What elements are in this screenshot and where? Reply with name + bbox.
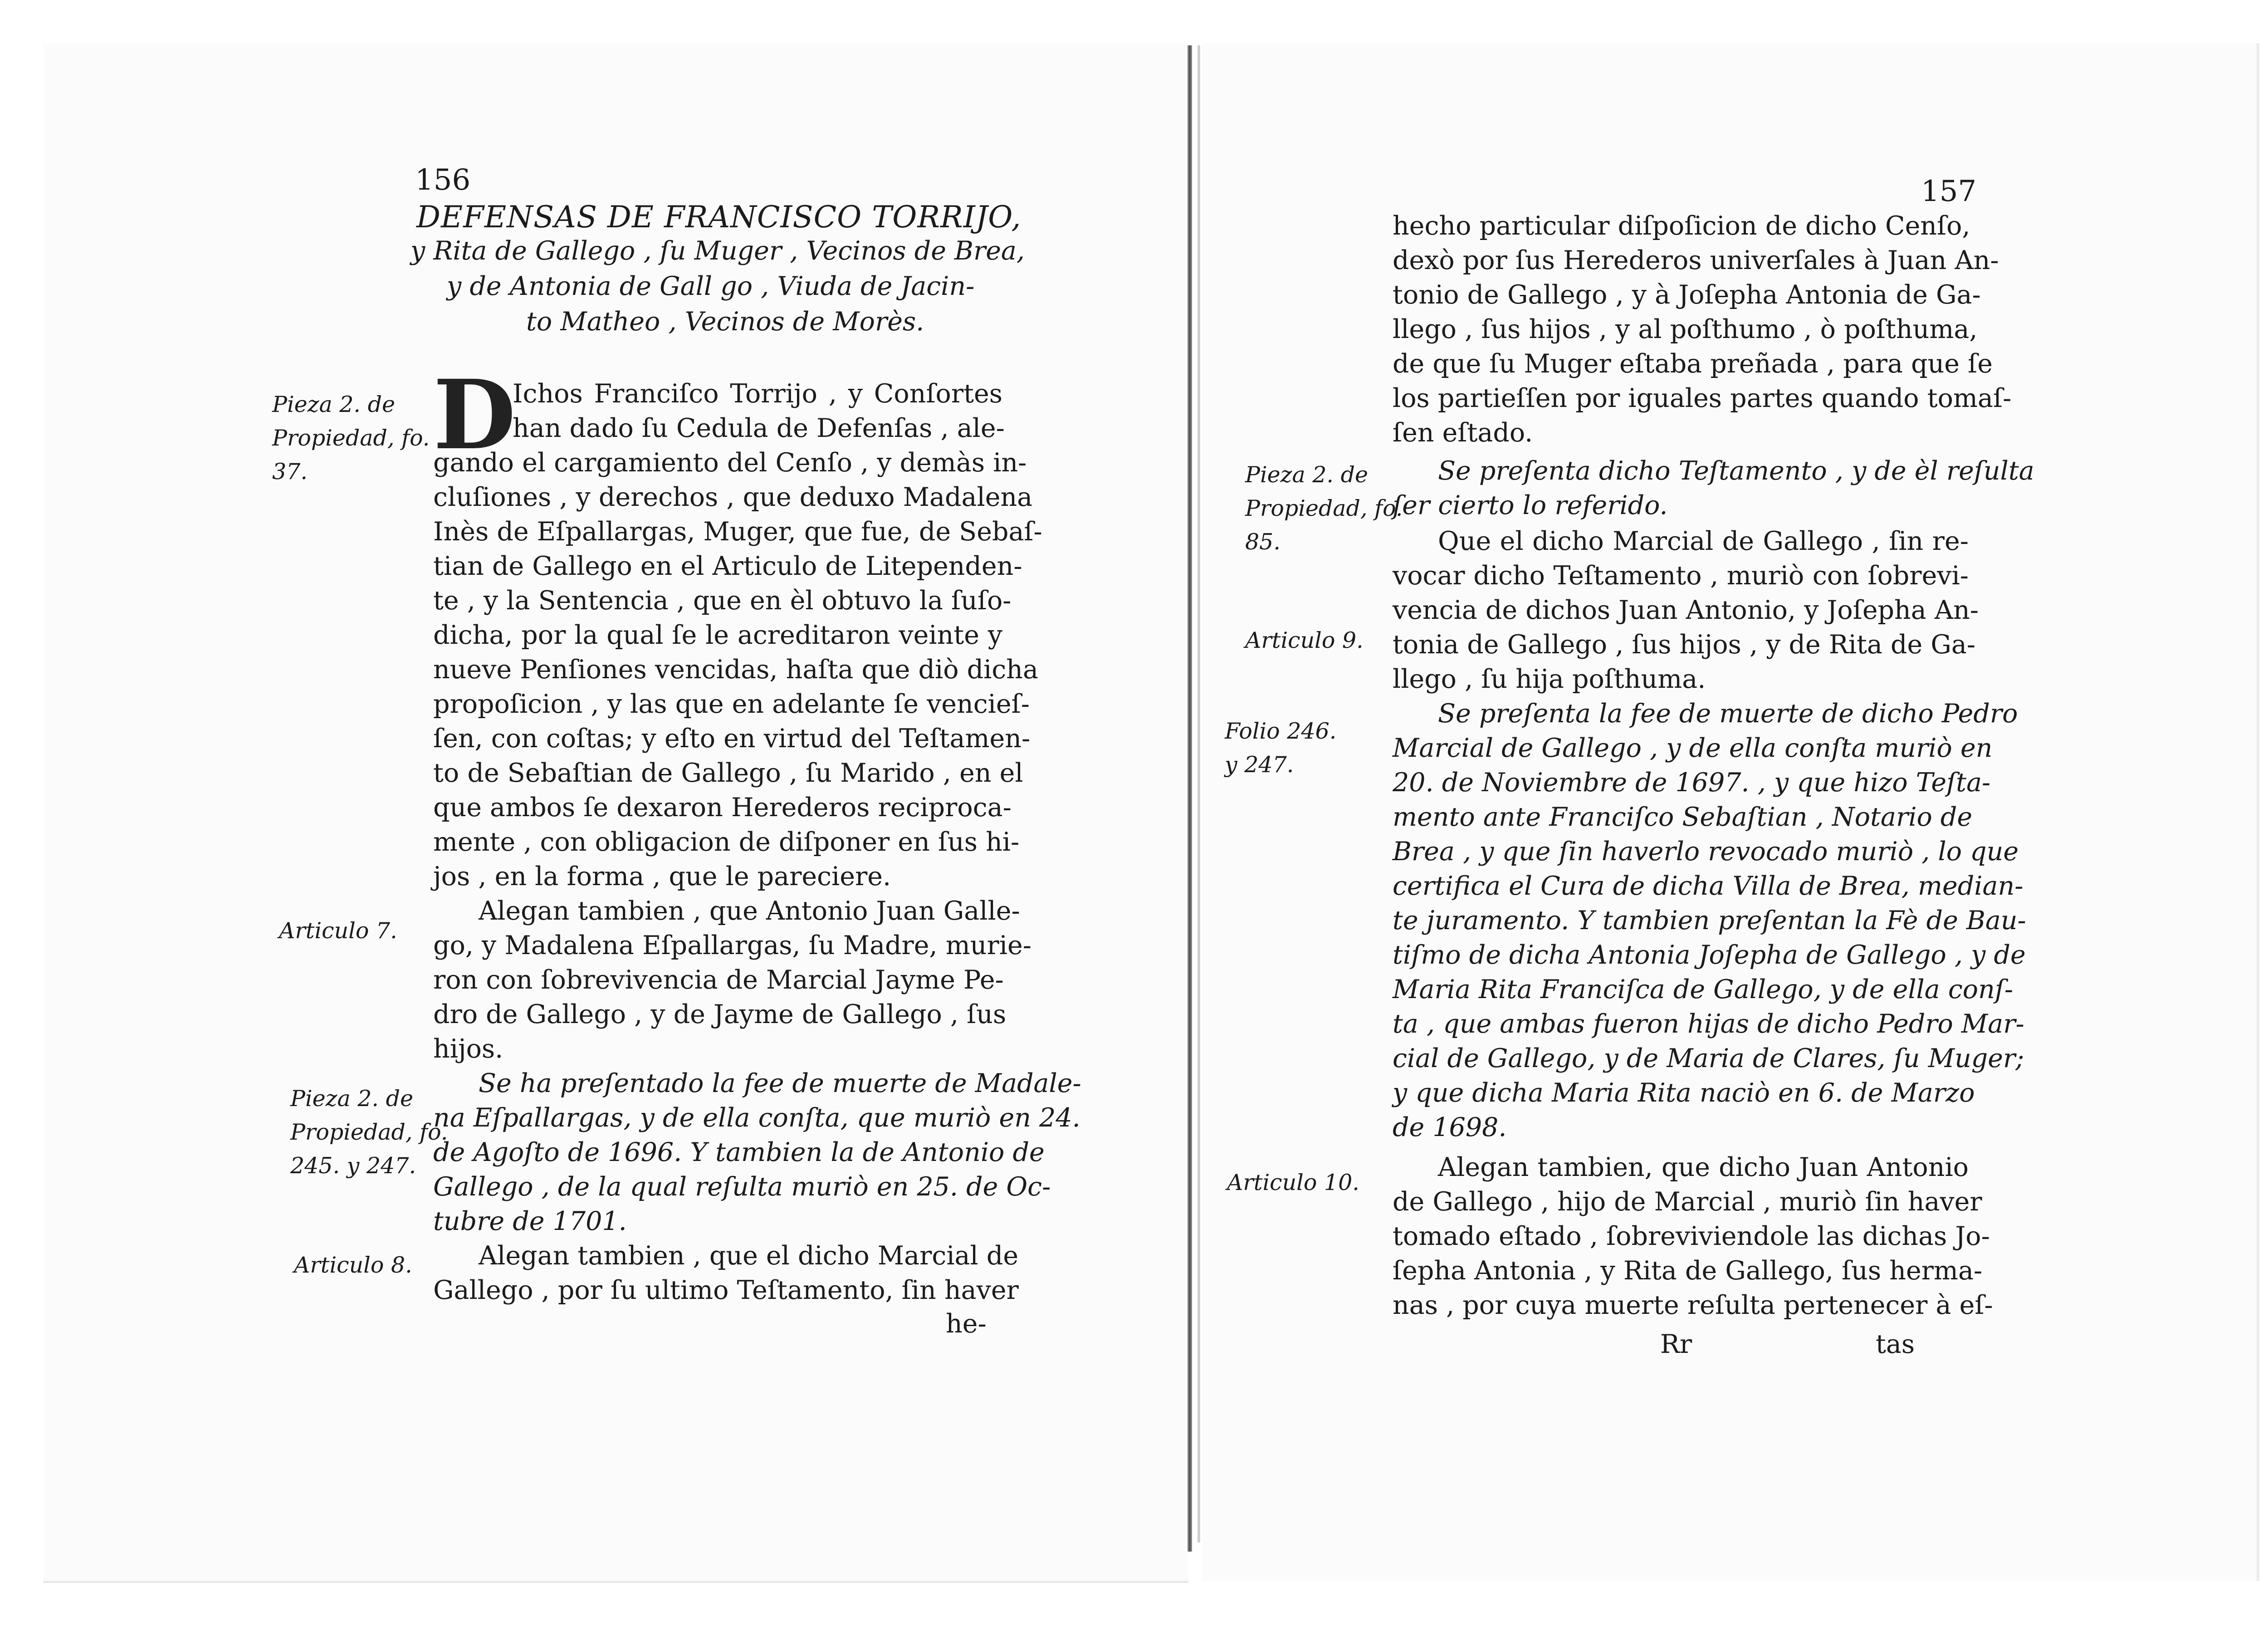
text-line: tubre de 1701. bbox=[433, 1206, 627, 1236]
margin-note-pieza-245: Pieza 2. de Propiedad, fo. 245. y 247. bbox=[290, 1086, 448, 1179]
drop-cap: D bbox=[433, 359, 516, 471]
text-line: cial de Gallego, y de Maria de Clares, ſu Muger; bbox=[1393, 1043, 2024, 1073]
text-line: mento ante Franciſco Sebaſtian , Notario de bbox=[1393, 802, 1973, 832]
text-line: gando el cargamiento del Cenſo , y demàs in- bbox=[433, 448, 1027, 478]
text-line: dicha, por la qual ſe le acreditaron veinte y bbox=[433, 620, 1002, 650]
text-line: Ichos Franciſco Torrijo , y Conſortes bbox=[513, 379, 1002, 409]
text-line: hecho particular diſpoſicion de dicho Cenſo, bbox=[1393, 211, 1970, 241]
text-line: cluſiones , y derechos , que deduxo Madalena bbox=[433, 482, 1033, 512]
text-line: tonia de Gallego , ſus hijos , y de Rita de Ga- bbox=[1393, 630, 1976, 660]
text-line: Se ha preſentado la fee de muerte de Madale- bbox=[479, 1068, 1081, 1098]
heading-line-4: to Matheo , Vecinos de Morès. bbox=[526, 307, 924, 337]
left-paragraph-3 bbox=[433, 1066, 1081, 1239]
text-line: llego , ſus hijos , y al poſthumo , ò poſthuma, bbox=[1393, 314, 1978, 344]
text-line: de 1698. bbox=[1393, 1112, 1507, 1142]
text-line: na Eſpallargas, y de ella conſta, que muriò en 24. bbox=[433, 1103, 1080, 1133]
text-line: Alegan tambien , que Antonio Juan Galle- bbox=[479, 896, 1020, 926]
text-line: Alegan tambien , que el dicho Marcial de bbox=[479, 1241, 1019, 1271]
text-line: Maria Rita Franciſca de Gallego, y de ella conſ- bbox=[1393, 975, 2014, 1004]
text-line: Alegan tambien, que dicho Juan Antonio bbox=[1438, 1152, 1969, 1182]
text-line: tomado eſtado , ſobreviviendole las dichas Jo- bbox=[1393, 1221, 1990, 1251]
heading-line-3: y de Antonia de Gall go , Viuda de Jacin- bbox=[447, 271, 975, 301]
text-line: propoſicion , y las que en adelante ſe venciеſ- bbox=[433, 689, 1030, 719]
text-line: Marcial de Gallego , y de ella conſta muriò en bbox=[1393, 733, 1993, 763]
text-line: tonio de Gallego , y à Joſepha Antonia de Ga- bbox=[1393, 280, 1981, 310]
catchword-right: tas bbox=[1876, 1329, 1915, 1359]
margin-note-articulo-9: Articulo 9. bbox=[1245, 627, 1364, 653]
text-line: hijos. bbox=[433, 1034, 503, 1064]
text-line: ta , que ambas fueron hijas de dicho Pedro Mar- bbox=[1393, 1009, 2024, 1039]
left-paragraph-1 bbox=[433, 446, 1042, 894]
right-paragraph-5 bbox=[1393, 1150, 1993, 1322]
text-line: ron con ſobrevivencia de Marcial Jayme Pe- bbox=[433, 965, 1004, 995]
catchword-left: he- bbox=[946, 1309, 987, 1339]
text-line: Se preſenta dicho Teſtamento , y de èl reſulta bbox=[1438, 456, 2034, 486]
heading-line-2: y Rita de Gallego , ſu Muger , Vecinos de Brea, bbox=[411, 236, 1025, 266]
heading-title: DEFENSAS DE FRANCISCO TORRIJO, bbox=[416, 200, 1022, 235]
left-paragraph-4 bbox=[433, 1239, 1019, 1308]
page-number-left: 156 bbox=[415, 163, 471, 197]
left-paragraph-2 bbox=[433, 894, 1031, 1066]
text-line: Inès de Eſpallargas, Muger, que fue, de Sebaſ- bbox=[433, 517, 1042, 547]
page-number-right: 157 bbox=[1921, 175, 1977, 208]
text-line: han dado ſu Cedula de Defenſas , ale- bbox=[513, 413, 1005, 443]
margin-note-articulo-10: Articulo 10. bbox=[1227, 1170, 1359, 1195]
text-line: tiſmo de dicha Antonia Joſepha de Gallego , y de bbox=[1393, 940, 2026, 970]
text-line: Gallego , por ſu ultimo Teſtamento, ſin haver bbox=[433, 1275, 1019, 1305]
text-line: mente , con obligacion de diſponer en ſus hi- bbox=[433, 827, 1020, 857]
text-line: 20. de Noviembre de 1697. , y que hizo Teſta- bbox=[1393, 768, 1991, 798]
text-line: que ambos ſe dexaron Herederos reciproca- bbox=[433, 793, 1012, 823]
text-line: dro de Gallego , y de Jayme de Gallego , ſus bbox=[433, 999, 1007, 1029]
text-line: nueve Penſiones vencidas, haſta que diò dicha bbox=[433, 655, 1038, 685]
text-line: dexò por ſus Herederos univerſales à Juan An- bbox=[1393, 245, 1999, 275]
margin-note-pieza-85: Pieza 2. de Propiedad, fo. 85. bbox=[1245, 462, 1403, 555]
text-line: ſepha Antonia , y Rita de Gallego, ſus herma- bbox=[1393, 1256, 1983, 1286]
text-line: de Agoſto de 1696. Y tambien la de Antonio de bbox=[433, 1137, 1045, 1167]
text-line: te , y la Sentencia , que en èl obtuvo la ſuſo- bbox=[433, 586, 1012, 616]
text-line: go, y Madalena Eſpallargas, ſu Madre, murie- bbox=[433, 931, 1031, 960]
margin-note-articulo-8: Articulo 8. bbox=[294, 1252, 412, 1278]
signature-mark: Rr bbox=[1660, 1329, 1692, 1359]
margin-note-pieza-37: Pieza 2. de Propiedad, fo. 37. bbox=[272, 392, 430, 485]
text-line: te juramento. Y tambien preſentan la Fè de Bau- bbox=[1393, 906, 2026, 935]
text-line: ſer cierto lo referido. bbox=[1393, 490, 1668, 520]
right-paragraph-4 bbox=[1393, 696, 2026, 1145]
right-paragraph-2 bbox=[1393, 454, 2034, 523]
text-line: de Gallego , hijo de Marcial , muriò ſin haver bbox=[1393, 1187, 1982, 1217]
text-line: vocar dicho Teſtamento , muriò con ſobrevi- bbox=[1393, 561, 1969, 591]
text-line: Que el dicho Marcial de Gallego , ſin re- bbox=[1438, 526, 1969, 556]
text-line: certifica el Cura de dicha Villa de Brea, median- bbox=[1393, 871, 2024, 901]
text-line: llego , ſu hija poſthuma. bbox=[1393, 664, 1706, 694]
text-line: ſen eſtado. bbox=[1393, 418, 1533, 448]
text-line: los partieſſen por iguales partes quando tomaſ- bbox=[1393, 383, 2012, 413]
text-line: de que ſu Muger eſtaba preñada , para que ſe bbox=[1393, 349, 1993, 379]
text-line: ſen, con coſtas; y eſto en virtud del Teſtamen- bbox=[433, 724, 1031, 754]
margin-note-folio-246: Folio 246. y 247. bbox=[1225, 718, 1337, 778]
text-line: jos , en la forma , que le pareciere. bbox=[433, 862, 891, 891]
book-gutter bbox=[1188, 45, 1192, 1552]
text-line: to de Sebaſtian de Gallego , ſu Marido , en el bbox=[433, 758, 1023, 788]
book-gutter-shadow bbox=[1198, 45, 1200, 1543]
left-paragraph-1-start bbox=[513, 377, 1005, 446]
text-line: Brea , y que ſin haverlo revocado muriò , lo que bbox=[1393, 837, 2019, 867]
right-paragraph-3 bbox=[1393, 524, 1979, 696]
text-line: nas , por cuya muerte reſulta pertenecer à eſ- bbox=[1393, 1290, 1993, 1320]
right-paragraph-1 bbox=[1393, 209, 2012, 450]
text-line: Se preſenta la fee de muerte de dicho Pedro bbox=[1438, 699, 2018, 729]
text-line: y que dicha Maria Rita naciò en 6. de Marzo bbox=[1393, 1078, 1975, 1108]
text-line: vencia de dichos Juan Antonio, y Joſepha An- bbox=[1393, 595, 1979, 625]
margin-note-articulo-7: Articulo 7. bbox=[279, 918, 397, 944]
text-line: tian de Gallego en el Articulo de Litependen- bbox=[433, 551, 1022, 581]
text-line: Gallego , de la qual reſulta muriò en 25. de Oc- bbox=[433, 1172, 1051, 1202]
